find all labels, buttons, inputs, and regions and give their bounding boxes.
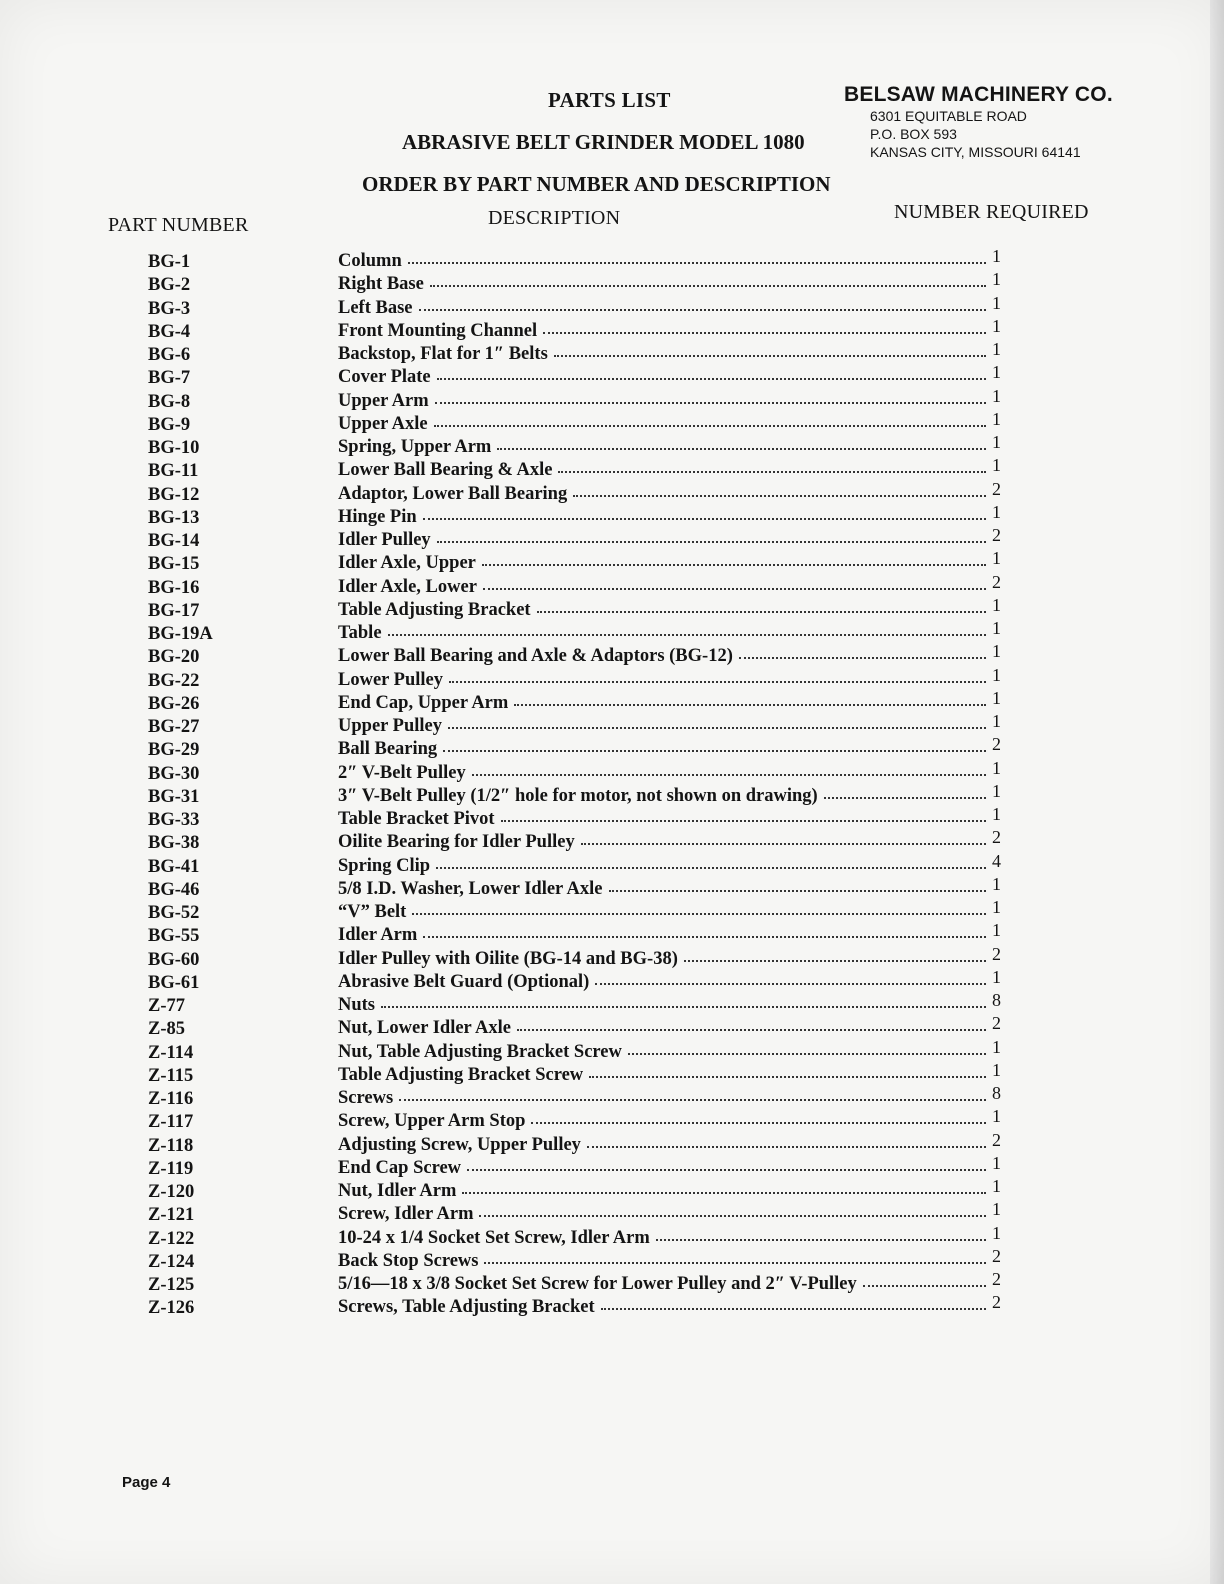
table-row (0, 897, 1224, 923)
dot-leader (435, 388, 986, 404)
description-cell (338, 552, 986, 574)
description-cell (338, 669, 986, 691)
description-text: Cover Plate (338, 367, 431, 388)
description-text: Upper Pulley (338, 716, 442, 736)
quantity-cell: 1 (992, 920, 1001, 941)
table-row (0, 339, 1224, 365)
table-row (0, 501, 1224, 528)
part-number-cell: BG-7 (148, 368, 191, 389)
dot-leader (601, 1294, 986, 1310)
quantity-cell: 1 (992, 269, 1001, 290)
table-row (0, 1059, 1224, 1086)
description-text: Screws, Table Adjusting Bracket (338, 1297, 595, 1318)
dot-leader (589, 1062, 986, 1078)
description-cell (338, 785, 986, 807)
dot-leader (423, 504, 986, 520)
description-cell (338, 1041, 986, 1063)
model-title: ABRASIVE BELT GRINDER MODEL 1080 (402, 130, 805, 154)
quantity-cell: 2 (992, 734, 1001, 755)
description-cell (338, 1250, 986, 1272)
description-cell (338, 390, 986, 412)
quantity-cell: 1 (992, 711, 1001, 731)
part-number-cell: BG-13 (148, 507, 200, 528)
dot-leader (412, 899, 986, 915)
dot-leader (483, 574, 986, 590)
description-text: Nut, Table Adjusting Bracket Screw (338, 1041, 622, 1062)
description-cell (338, 250, 986, 272)
table-row (0, 1176, 1224, 1202)
quantity-cell: 1 (992, 1152, 1001, 1173)
description-cell (338, 506, 986, 528)
description-cell (338, 715, 986, 737)
description-cell (338, 273, 986, 295)
dot-leader (399, 1085, 986, 1101)
description-text: Nut, Idler Arm (338, 1181, 457, 1201)
description-text: Column (338, 251, 402, 271)
description-cell (338, 1203, 986, 1225)
description-cell (338, 878, 986, 900)
table-row (0, 478, 1224, 505)
description-text: Table Adjusting Bracket (338, 599, 531, 620)
description-text: Table Adjusting Bracket Screw (338, 1064, 584, 1085)
part-number-cell: BG-30 (148, 763, 200, 784)
quantity-cell: 1 (992, 548, 1001, 569)
description-text: 5/8 I.D. Washer, Lower Idler Axle (338, 878, 603, 899)
table-row (0, 1106, 1224, 1133)
dot-leader (448, 713, 986, 729)
quantity-cell: 1 (992, 897, 1001, 917)
description-text: Lower Pulley (338, 669, 443, 690)
quantity-cell: 1 (992, 292, 1001, 313)
part-number-cell: Z-117 (148, 1112, 194, 1133)
quantity-cell: 1 (992, 455, 1001, 476)
part-number-cell: BG-38 (148, 833, 200, 854)
column-header-part-number: PART NUMBER (108, 214, 249, 236)
dot-leader (423, 922, 986, 938)
dot-leader (656, 1225, 986, 1241)
part-number-cell: BG-9 (148, 414, 191, 435)
dot-leader (609, 876, 986, 892)
description-text: Ball Bearing (338, 739, 438, 760)
table-row (0, 920, 1224, 947)
part-number-cell: BG-31 (148, 786, 200, 807)
dot-leader (436, 853, 986, 869)
part-number-cell: BG-33 (148, 810, 200, 830)
table-row (0, 1245, 1224, 1272)
description-text: Front Mounting Channel (338, 320, 538, 341)
part-number-cell: BG-3 (148, 298, 191, 319)
description-text: Table Bracket Pivot (338, 809, 495, 829)
table-row (0, 548, 1224, 575)
table-row (0, 1292, 1224, 1319)
part-number-cell: BG-16 (148, 577, 200, 598)
description-text: Upper Arm (338, 390, 429, 411)
description-text: 3″ V-Belt Pulley (1/2″ hole for motor, not shown on drawing) (338, 785, 818, 806)
description-cell (338, 762, 986, 784)
table-row (0, 711, 1224, 737)
quantity-cell: 1 (992, 246, 1001, 266)
quantity-cell: 1 (992, 780, 1001, 801)
description-text: Nut, Lower Idler Axle (338, 1018, 512, 1039)
description-cell (338, 320, 986, 342)
table-row (0, 571, 1224, 598)
table-row (0, 641, 1224, 668)
quantity-cell: 1 (992, 408, 1001, 429)
description-text: Idler Axle, Upper (338, 553, 476, 574)
description-text: Adjusting Screw, Upper Pulley (338, 1134, 581, 1155)
page-title: PARTS LIST (548, 88, 671, 112)
part-number-cell: Z-126 (148, 1298, 195, 1319)
dot-leader (449, 667, 986, 683)
company-address-line3: KANSAS CITY, MISSOURI 64141 (870, 144, 1081, 160)
dot-leader (739, 643, 986, 659)
part-number-cell: BG-1 (148, 252, 191, 272)
description-cell (338, 576, 986, 598)
table-row (0, 594, 1224, 621)
dot-leader (581, 829, 986, 845)
quantity-cell: 1 (992, 1222, 1001, 1243)
description-cell (338, 831, 986, 853)
dot-leader (437, 527, 986, 543)
part-number-cell: BG-19A (148, 624, 213, 644)
quantity-cell: 2 (992, 1013, 1001, 1034)
quantity-cell: 2 (992, 525, 1001, 545)
description-cell (338, 297, 986, 319)
quantity-cell: 1 (992, 641, 1001, 662)
order-instruction: ORDER BY PART NUMBER AND DESCRIPTION (362, 172, 831, 196)
part-number-cell: BG-27 (148, 717, 200, 737)
part-number-cell: Z-85 (148, 1019, 185, 1040)
description-cell (338, 692, 986, 714)
table-row (0, 525, 1224, 551)
dot-leader (497, 434, 986, 450)
description-text: Upper Axle (338, 413, 428, 434)
description-text: Nuts (338, 995, 376, 1015)
part-number-cell: BG-41 (148, 856, 200, 877)
description-cell (338, 413, 986, 435)
table-row (0, 618, 1224, 644)
quantity-cell: 2 (992, 478, 1001, 499)
dot-leader (587, 1132, 986, 1148)
quantity-cell: 1 (992, 315, 1001, 336)
table-row (0, 292, 1224, 319)
table-row (0, 1036, 1224, 1063)
description-text: “V” Belt (338, 902, 407, 922)
dot-leader (437, 364, 986, 380)
company-address-line2: P.O. BOX 593 (870, 126, 957, 142)
quantity-cell: 2 (992, 1245, 1001, 1266)
dot-leader (419, 295, 987, 311)
part-number-cell: Z-119 (148, 1158, 194, 1179)
table-row (0, 432, 1224, 458)
table-row (0, 408, 1224, 435)
description-cell (338, 1087, 986, 1109)
part-number-cell: Z-77 (148, 996, 185, 1016)
dot-leader (543, 318, 986, 334)
company-block (844, 83, 1113, 161)
table-row (0, 385, 1224, 412)
column-header-description: DESCRIPTION (488, 207, 621, 229)
description-text: Backstop, Flat for 1″ Belts (338, 344, 548, 364)
part-number-cell: Z-124 (148, 1251, 195, 1272)
dot-leader (462, 1178, 986, 1194)
description-cell (338, 1134, 986, 1156)
quantity-cell: 1 (992, 594, 1001, 615)
dot-leader (434, 411, 986, 427)
quantity-cell: 1 (992, 687, 1001, 708)
quantity-cell: 2 (992, 1129, 1001, 1150)
page-number: Page 4 (122, 1474, 171, 1491)
dot-leader (482, 550, 986, 566)
quantity-cell: 2 (992, 1292, 1001, 1313)
description-text: Oilite Bearing for Idler Pulley (338, 832, 575, 853)
dot-leader (863, 1271, 986, 1287)
table-row (0, 943, 1224, 970)
description-cell (338, 971, 986, 993)
description-cell (338, 1227, 986, 1249)
table-row (0, 1083, 1224, 1109)
part-number-cell: BG-8 (148, 391, 191, 412)
part-number-cell: BG-20 (148, 647, 200, 668)
company-address-line1: 6301 EQUITABLE ROAD (870, 108, 1027, 124)
description-cell (338, 645, 986, 667)
dot-leader (408, 248, 986, 264)
quantity-cell: 1 (992, 664, 1001, 685)
part-number-cell: BG-17 (148, 600, 200, 621)
table-row (0, 664, 1224, 691)
description-cell (338, 1017, 986, 1039)
part-number-cell: Z-118 (148, 1135, 194, 1156)
dot-leader (479, 1201, 986, 1217)
dot-leader (381, 992, 986, 1008)
part-number-cell: Z-115 (148, 1065, 194, 1086)
quantity-cell: 8 (992, 990, 1001, 1010)
part-number-cell: BG-4 (148, 321, 191, 342)
dot-leader (573, 481, 986, 497)
table-row (0, 269, 1224, 296)
dot-leader (531, 1108, 986, 1124)
description-cell (338, 436, 986, 458)
table-row (0, 1013, 1224, 1040)
description-text: Idler Pulley (338, 530, 431, 550)
quantity-cell: 2 (992, 943, 1001, 964)
description-text: Table (338, 623, 382, 643)
table-row (0, 757, 1224, 784)
description-cell (338, 924, 986, 946)
dot-leader (501, 806, 986, 822)
description-cell (338, 948, 986, 970)
dot-leader (595, 969, 986, 985)
dot-leader (824, 783, 986, 799)
quantity-cell: 1 (992, 501, 1001, 522)
description-cell (338, 483, 986, 505)
description-text: Spring, Upper Arm (338, 437, 492, 457)
quantity-cell: 2 (992, 827, 1001, 848)
description-cell (338, 1180, 986, 1202)
quantity-cell: 1 (992, 1059, 1001, 1080)
quantity-cell: 1 (992, 1199, 1001, 1220)
part-number-cell: BG-26 (148, 693, 200, 714)
quantity-cell: 1 (992, 432, 1001, 452)
part-number-cell: BG-6 (148, 345, 191, 365)
dot-leader (472, 760, 986, 776)
table-row (0, 966, 1224, 993)
dot-leader (484, 1248, 986, 1264)
company-name: BELSAW MACHINERY CO. (844, 83, 1113, 106)
dot-leader (514, 690, 986, 706)
dot-leader (430, 271, 986, 287)
description-cell (338, 1296, 986, 1318)
dot-leader (628, 1039, 986, 1055)
quantity-cell: 1 (992, 339, 1001, 359)
description-text: 10-24 x 1/4 Socket Set Screw, Idler Arm (338, 1227, 650, 1248)
table-row (0, 362, 1224, 389)
description-cell (338, 808, 986, 830)
table-row (0, 734, 1224, 761)
part-number-cell: BG-29 (148, 740, 200, 761)
part-number-cell: BG-14 (148, 531, 200, 551)
description-cell (338, 855, 986, 877)
description-text: Lower Ball Bearing & Axle (338, 460, 553, 481)
part-number-cell: BG-10 (148, 438, 200, 458)
quantity-cell: 1 (992, 362, 1001, 383)
quantity-cell: 4 (992, 850, 1001, 871)
description-text: Lower Ball Bearing and Axle & Adaptors (BG-12) (338, 646, 733, 667)
description-cell (338, 343, 986, 365)
description-cell (338, 1064, 986, 1086)
part-number-cell: Z-125 (148, 1275, 195, 1295)
description-text: Spring Clip (338, 855, 431, 876)
table-row (0, 827, 1224, 854)
description-text: Abrasive Belt Guard (Optional) (338, 971, 590, 992)
part-number-cell: BG-52 (148, 903, 200, 923)
part-number-cell: BG-46 (148, 879, 200, 900)
description-cell (338, 738, 986, 760)
part-number-cell: BG-61 (148, 972, 200, 993)
part-number-cell: Z-122 (148, 1228, 195, 1249)
table-row (0, 1199, 1224, 1226)
quantity-cell: 1 (992, 757, 1001, 778)
parts-table (0, 246, 1224, 1319)
part-number-cell: Z-116 (148, 1089, 194, 1109)
description-cell (338, 901, 986, 923)
description-text: 2″ V-Belt Pulley (338, 762, 466, 783)
dot-leader (554, 341, 986, 357)
table-row (0, 1222, 1224, 1249)
part-number-cell: Z-114 (148, 1042, 194, 1063)
quantity-cell: 2 (992, 571, 1001, 592)
part-number-cell: BG-2 (148, 275, 191, 296)
quantity-cell: 1 (992, 966, 1001, 987)
description-text: Back Stop Screws (338, 1250, 479, 1271)
description-text: End Cap, Upper Arm (338, 692, 509, 713)
description-text: Adaptor, Lower Ball Bearing (338, 483, 568, 504)
table-row (0, 804, 1224, 830)
dot-leader (388, 620, 986, 636)
quantity-cell: 1 (992, 385, 1001, 406)
quantity-cell: 1 (992, 804, 1001, 824)
description-text: Idler Axle, Lower (338, 576, 477, 597)
part-number-cell: BG-60 (148, 949, 200, 970)
quantity-cell: 1 (992, 618, 1001, 638)
description-cell (338, 1157, 986, 1179)
description-text: Screw, Upper Arm Stop (338, 1111, 526, 1132)
part-number-cell: BG-11 (148, 461, 199, 482)
description-text: Idler Pulley with Oilite (BG-14 and BG-38) (338, 948, 678, 969)
quantity-cell: 8 (992, 1083, 1001, 1103)
description-cell (338, 1110, 986, 1132)
table-row (0, 873, 1224, 900)
quantity-cell: 2 (992, 1269, 1001, 1289)
quantity-cell: 1 (992, 1176, 1001, 1196)
table-row (0, 780, 1224, 807)
description-cell (338, 994, 986, 1016)
table-row (0, 315, 1224, 342)
description-cell (338, 459, 986, 481)
dot-leader (443, 736, 986, 752)
part-number-cell: BG-15 (148, 554, 200, 575)
table-row (0, 455, 1224, 482)
description-cell (338, 622, 986, 644)
description-cell (338, 529, 986, 551)
description-cell (338, 1273, 986, 1295)
description-text: Screw, Idler Arm (338, 1204, 474, 1225)
part-number-cell: BG-12 (148, 484, 200, 505)
dot-leader (517, 1015, 986, 1031)
part-number-cell: BG-22 (148, 670, 200, 691)
quantity-cell: 1 (992, 1036, 1001, 1057)
column-header-number-required: NUMBER REQUIRED (894, 201, 1089, 223)
dot-leader (537, 597, 986, 613)
dot-leader (467, 1155, 986, 1171)
table-row (0, 246, 1224, 272)
description-text: Idler Arm (338, 925, 418, 946)
table-row (0, 1129, 1224, 1156)
description-text: 5/16—18 x 3/8 Socket Set Screw for Lower Pulley and 2″ V-Pulley (338, 1274, 857, 1294)
table-row (0, 850, 1224, 877)
quantity-cell: 1 (992, 873, 1001, 894)
table-row (0, 687, 1224, 714)
dot-leader (558, 457, 986, 473)
table-row (0, 990, 1224, 1016)
quantity-cell: 1 (992, 1106, 1001, 1127)
description-cell (338, 366, 986, 388)
description-text: Screws (338, 1088, 394, 1108)
table-row (0, 1269, 1224, 1295)
description-text: Hinge Pin (338, 506, 417, 527)
part-number-cell: Z-121 (148, 1205, 195, 1226)
table-row (0, 1152, 1224, 1179)
description-text: End Cap Screw (338, 1157, 462, 1178)
description-text: Left Base (338, 297, 413, 318)
part-number-cell: BG-55 (148, 926, 200, 947)
dot-leader (684, 946, 986, 962)
description-text: Right Base (338, 274, 424, 295)
description-cell (338, 599, 986, 621)
part-number-cell: Z-120 (148, 1182, 195, 1202)
